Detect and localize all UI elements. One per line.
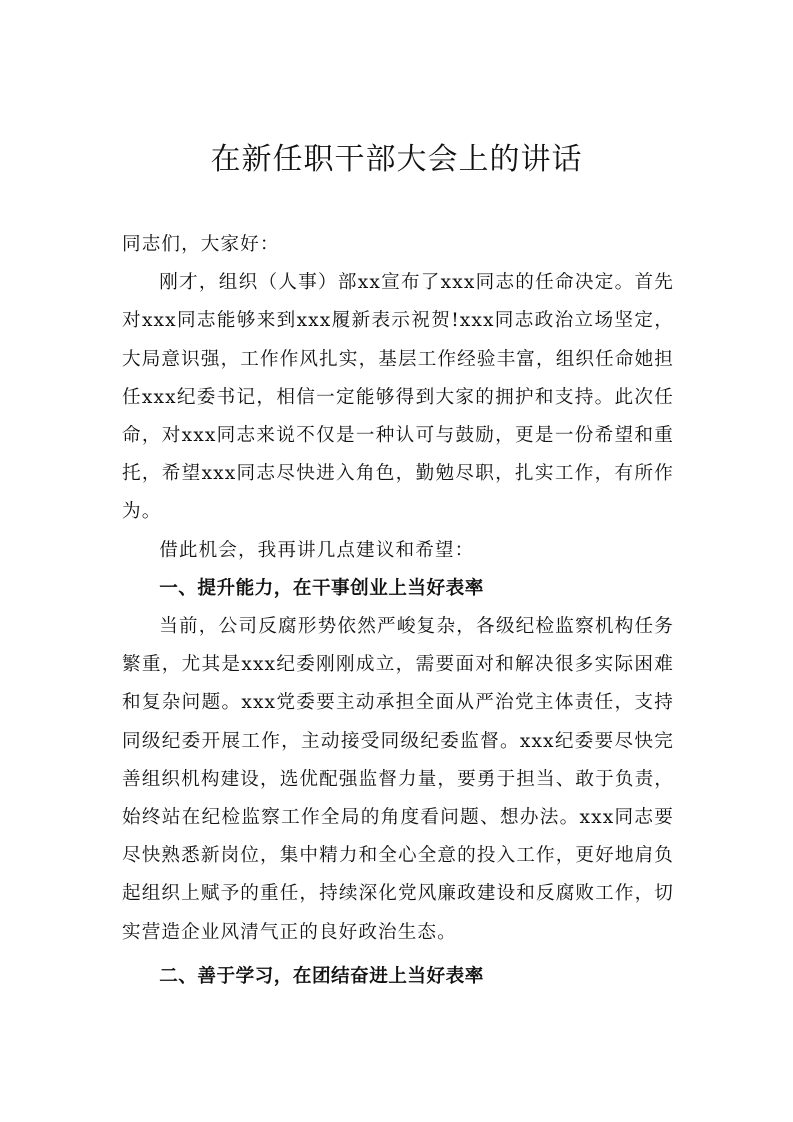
document-body	[122, 226, 674, 996]
body-paragraph: 借此机会，我再讲几点建议和希望：	[159, 539, 475, 561]
document-title: 在新任职干部大会上的讲话	[210, 142, 583, 177]
salutation: 同志们，大家好：	[122, 234, 280, 255]
body-paragraph: 刚才，组织（人事）部xx宣布了xxx同志的任命决定。首先对xxx同志能够来到xxx履新表示祝贺!xxx同志政治立场坚定，大局意识强，工作作风扎实，基层工作经验丰富，组织任命她担任xxx纪委书记，相信一定能够得到大家的拥护和支持。此次任命，对xxx同志来说不仅是一种认可与鼓励，更是一份希望和重托，希望xxx同志尽快进入角色，勤勉尽职，扎实工作，有所作为。	[122, 272, 674, 523]
section-heading-1: 一、提升能力，在干事创业上当好表率	[159, 577, 484, 599]
section-heading-2: 二、善于学习，在团结奋进上当好表率	[159, 965, 484, 987]
body-paragraph: 当前，公司反腐形势依然严峻复杂，各级纪检监察机构任务繁重，尤其是xxx纪委刚刚成立，需要面对和解决很多实际困难和复杂问题。xxx党委要主动承担全面从严治党主体责任，支持同级纪委开展工作，主动接受同级纪委监督。xxx纪委要尽快完善组织机构建设，选优配强监督力量，要勇于担当、敢于负责，始终站在纪检监察工作全局的角度看问题、想办法。xxx同志要尽快熟悉新岗位，集中精力和全心全意的投入工作，更好地肩负起组织上赋予的重任，持续深化党风廉政建设和反腐败工作，切实营造企业风清气正的良好政治生态。	[122, 616, 674, 943]
